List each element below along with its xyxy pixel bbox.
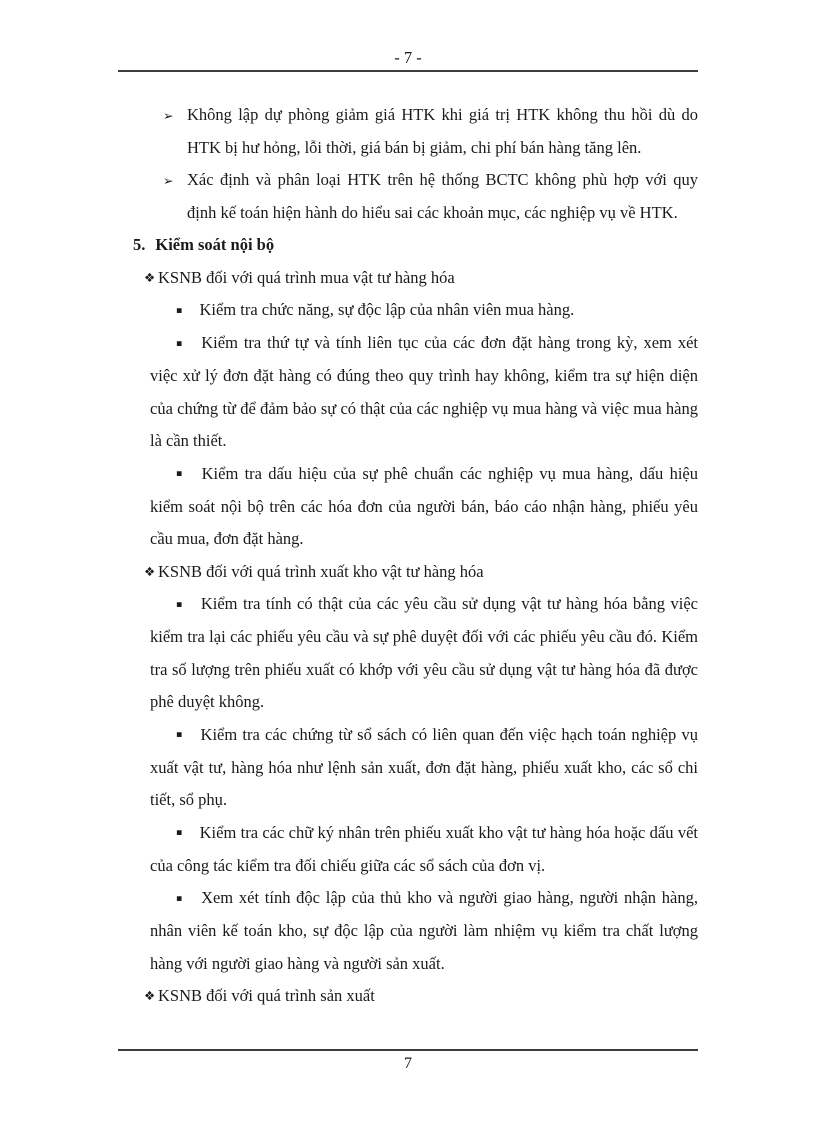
- square-bullet-icon: ▪: [176, 337, 185, 349]
- square-list-item: [150, 588, 698, 719]
- diamond-item-text: KSNB đối với quá trình sản xuất: [158, 986, 375, 1005]
- page-footer: [118, 1049, 698, 1075]
- diamond-item-text: KSNB đối với quá trình mua vật tư hàng hóa: [158, 267, 455, 287]
- square-bullet-icon: ▪: [176, 729, 184, 740]
- square-list-item: [150, 882, 698, 980]
- diamond-list-item: [144, 556, 698, 589]
- square-bullet-icon: ▪: [176, 304, 183, 316]
- square-list-item: [150, 327, 698, 458]
- section-title: Kiểm soát nội bộ: [155, 235, 275, 254]
- footer-page-number: 7: [404, 1055, 412, 1072]
- square-item-text: Kiểm tra dấu hiệu của sự phê chuẩn các nghiệp vụ mua hàng, dấu hiệu kiểm soát nội bộ trên các hóa đơn của người bán, báo cáo nhận hàng, phiếu yêu cầu mua, đơn đặt hàng.: [150, 463, 698, 548]
- arrow-bullet-icon: ➢: [163, 173, 174, 188]
- square-bullet-icon: ▪: [176, 468, 185, 479]
- square-item-text: Kiểm tra chức năng, sự độc lập của nhân viên mua hàng.: [199, 300, 575, 319]
- square-bullet-icon: ▪: [176, 598, 184, 610]
- square-item-text: Kiểm tra thứ tự và tính liên tục của các đơn đặt hàng trong kỳ, xem xét việc xử lý đơn đặt hàng có đúng theo quy trình hay không, kiểm tra sự hiện diện của chứng từ để đảm bảo sự có thật của các nghiệp vụ mua hàng và việc mua hàng là cần thiết.: [150, 333, 698, 450]
- arrow-item-text: Xác định và phân loại HTK trên hệ thống BCTC không phù hợp với quy định kế toán hiện hành do hiểu sai các khoản mục, các nghiệp vụ về HTK.: [187, 170, 698, 222]
- arrow-bullet-icon: ➢: [163, 108, 174, 123]
- section-heading: [133, 229, 698, 262]
- arrow-item-text: Không lập dự phòng giảm giá HTK khi giá trị HTK không thu hồi dù do HTK bị hư hỏng, lỗi thời, giá bán bị giảm, chi phí bán hàng tăng lên.: [187, 105, 698, 157]
- diamond-bullet-icon: ❖: [144, 269, 156, 285]
- square-list-item: [150, 294, 698, 327]
- square-item-text: Kiểm tra các chữ ký nhân trên phiếu xuất kho vật tư hàng hóa hoặc dấu vết của công tác kiểm tra đối chiếu giữa các sổ sách của đơn vị.: [150, 822, 698, 875]
- section-number: 5.: [133, 235, 146, 254]
- square-list-item: [150, 719, 698, 817]
- square-bullet-icon: ▪: [176, 892, 185, 904]
- diamond-list-item: [144, 262, 698, 295]
- square-item-text: Kiểm tra các chứng từ sổ sách có liên quan đến việc hạch toán nghiệp vụ xuất vật tư, hàng hóa như lệnh sản xuất, đơn đặt hàng, phiếu xuất kho, các sổ chi tiết, sổ phụ.: [150, 724, 698, 809]
- square-list-item: [150, 458, 698, 556]
- diamond-list-item: [144, 980, 698, 1013]
- square-bullet-icon: ▪: [176, 827, 183, 838]
- square-list-item: [150, 817, 698, 883]
- diamond-bullet-icon: ❖: [144, 563, 156, 579]
- arrow-list-item: [163, 164, 698, 229]
- document-body: [118, 99, 698, 1013]
- page-header: [118, 47, 698, 72]
- diamond-bullet-icon: ❖: [144, 988, 156, 1003]
- arrow-list-item: [163, 99, 698, 164]
- square-item-text: Xem xét tính độc lập của thủ kho và người giao hàng, người nhận hàng, nhân viên kế toán kho, sự độc lập của người làm nhiệm vụ kiểm tra chất lượng hàng với người giao hàng và người sản xuất.: [150, 888, 698, 973]
- square-item-text: Kiểm tra tính có thật của các yêu cầu sử dụng vật tư hàng hóa bằng việc kiểm tra lại các phiếu yêu cầu và sự phê duyệt đối với các phiếu yêu cầu đó. Kiểm tra số lượng trên phiếu xuất có khớp với yêu cầu sử dụng vật tư hàng hóa đã được phê duyệt không.: [150, 594, 698, 711]
- header-page-number: - 7 -: [394, 48, 422, 67]
- diamond-item-text: KSNB đối với quá trình xuất kho vật tư hàng hóa: [158, 561, 484, 581]
